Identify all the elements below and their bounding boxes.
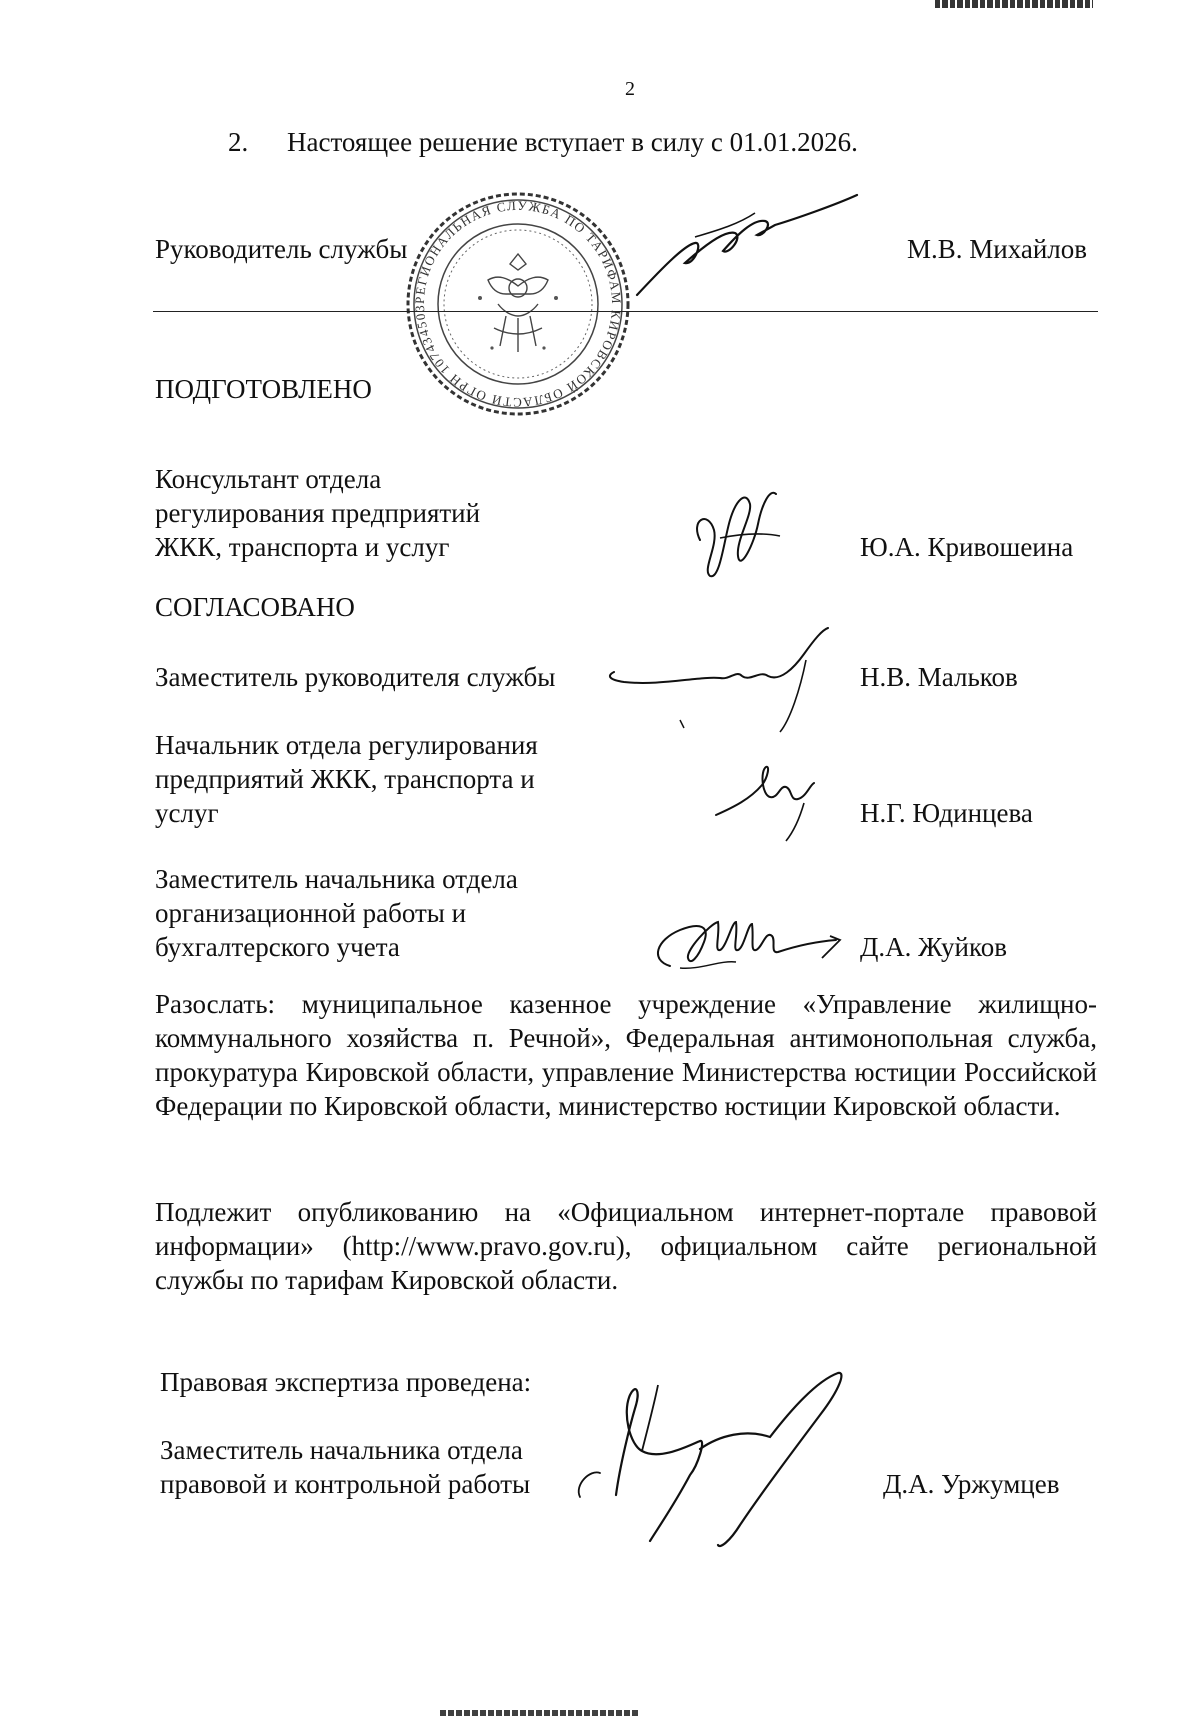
agreed-signer-3-position-line-2: организационной работы и [155,898,467,928]
legal-review-signature [570,1365,860,1555]
agreed-signer-3-position-line-1: Заместитель начальника отдела [155,864,518,894]
agreed-signer-1-signature [600,620,840,740]
prepared-position-line-2: регулирования предприятий [155,498,481,528]
signature-divider [153,311,1098,312]
agreed-signer-2-signature [710,755,820,845]
seal-text: РЕГИОНАЛЬНАЯ СЛУЖБА ПО ТАРИФАМ КИРОВСКОЙ ОБЛАСТИ ОГРН 1074345031665 [398,176,625,411]
agreed-signer-2-position-line-3: услуг [155,798,219,828]
agreed-signer-2-position-line-2: предприятий ЖКК, транспорта и [155,764,535,794]
head-name: М.В. Михайлов [907,234,1088,264]
agreed-signer-3-name: Д.А. Жуйков [860,932,1007,962]
publication-note: Подлежит опубликованию на «Официальном интернет-портале правовой информации» (http://www.pravo.gov.ru), официальном сайте региональной службы по тарифам Кировской области. [155,1197,1097,1295]
legal-review-position-line-2: правовой и контрольной работы [160,1469,531,1499]
legal-review-heading: Правовая экспертиза проведена: [160,1367,532,1397]
agreed-heading: СОГЛАСОВАНО [155,592,355,622]
agreed-signer-3-signature [640,900,860,980]
prepared-position-line-3: ЖКК, транспорта и услуг [155,532,450,562]
prepared-name: Ю.А. Кривошеина [860,532,1074,562]
agreed-signer-1-name: Н.В. Мальков [860,662,1018,692]
prepared-position-line-1: Консультант отдела [155,464,382,494]
agreed-signer-3-position-line-3: бухгалтерского учета [155,932,400,962]
head-signature [625,185,865,305]
clause-text: Настоящее решение вступает в силу с 01.01.2026. [287,127,858,157]
legal-review-position-line-1: Заместитель начальника отдела [160,1435,523,1465]
clause-number: 2. [228,127,249,157]
head-position: Руководитель службы [155,234,408,264]
agreed-signer-2-position-line-1: Начальник отдела регулирования [155,730,538,760]
prepared-heading: ПОДГОТОВЛЕНО [155,374,372,404]
scan-artifact-bottom [440,1710,640,1716]
legal-review-name: Д.А. Уржумцев [883,1469,1060,1499]
prepared-signature [680,480,790,590]
distribution-list: Разослать: муниципальное казенное учреждение «Управление жилищно-коммунального хозяйства п. Речной», Федеральная антимонопольная служба, прокуратура Кировской области, управление Министерства юстиции Российской Федерации по Кировской области, министерство юстиции Кировской области. [155,989,1097,1121]
scan-artifact-top [935,0,1093,8]
agreed-signer-2-name: Н.Г. Юдинцева [860,798,1033,828]
official-seal [398,176,634,420]
agreed-signer-1-position: Заместитель руководителя службы [155,662,556,692]
page-number: 2 [625,78,635,100]
